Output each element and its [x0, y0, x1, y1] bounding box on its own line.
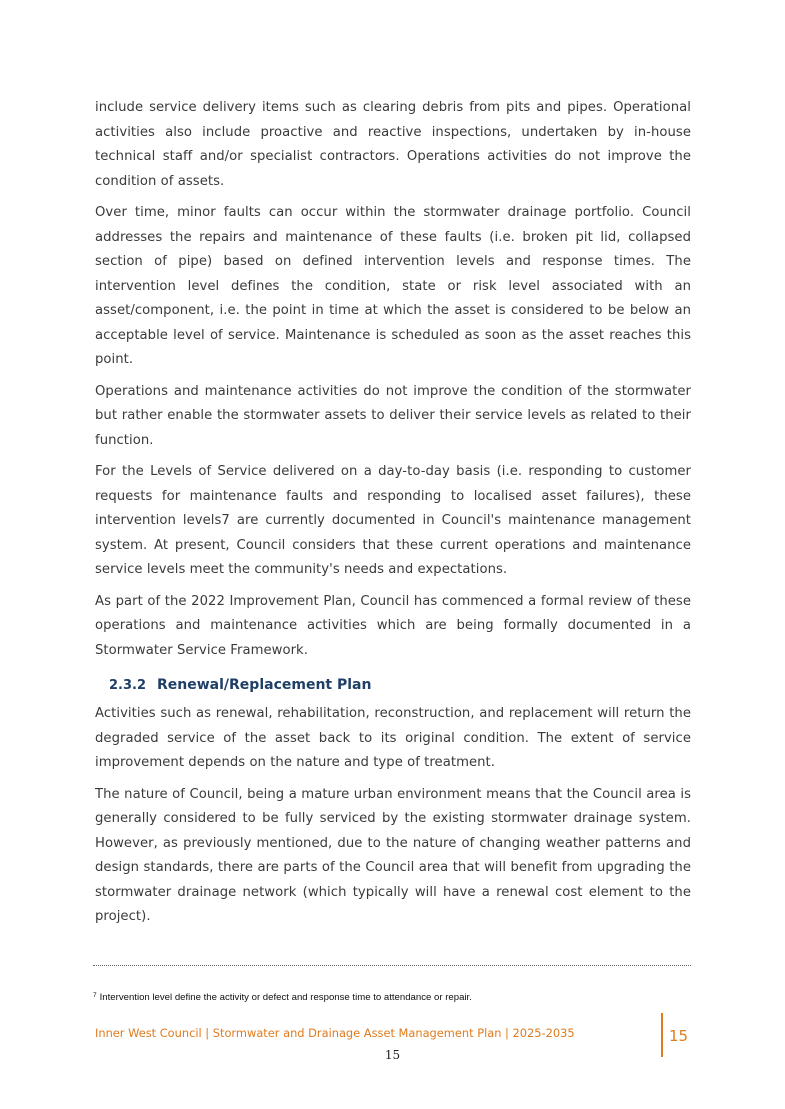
- page-number: 15: [384, 1048, 401, 1062]
- footnote-marker: 7: [93, 992, 97, 999]
- footer-page-number: 15: [669, 1027, 689, 1045]
- body-paragraph: Activities such as renewal, rehabilitation, reconstruction, and replacement will return the degraded service of the asset back to its original condition. The extent of service improvement depends on the nature and type of treatment.: [95, 706, 691, 770]
- footnote-divider: [93, 965, 691, 966]
- body-paragraph: As part of the 2022 Improvement Plan, Council has commenced a formal review of these operations and maintenance activities which are being formally documented in a Stormwater Service Framework.: [95, 593, 691, 658]
- body-paragraph: For the Levels of Service delivered on a day-to-day basis (i.e. responding to customer requests for maintenance faults and responding to localised asset failures), these intervention levels7 are currently documented in Council's maintenance management system. At present, Council considers that these current operations and maintenance service levels meet the community's needs and expectations.: [95, 464, 691, 577]
- document-body: [95, 96, 691, 937]
- section-number: 2.3.2: [109, 678, 147, 693]
- footer-title: Inner West Council | Stormwater and Drainage Asset Management Plan | 2025-2035: [95, 1026, 575, 1040]
- body-paragraph: Operations and maintenance activities do not improve the condition of the stormwater but rather enable the stormwater assets to deliver their service levels as related to their function.: [95, 383, 691, 448]
- section-title: Renewal/Replacement Plan: [157, 677, 372, 693]
- body-paragraph: The nature of Council, being a mature urban environment means that the Council area is generally considered to be fully serviced by the existing stormwater drainage system. However, as previously mentioned, due to the nature of changing weather patterns and design standards, there are parts of the Council area that will benefit from upgrading the stormwater drainage network (which typically will have a renewal cost element to the project).: [95, 786, 691, 924]
- footnote: [93, 992, 472, 1003]
- section-heading: [109, 677, 691, 693]
- body-paragraph: include service delivery items such as clearing debris from pits and pipes. Operational activities also include proactive and reactive inspections, undertaken by in-house technical staff and/or specialist contractors. Operations activities do not improve the condition of assets.: [95, 100, 691, 189]
- body-paragraph: Over time, minor faults can occur within the stormwater drainage portfolio. Council addresses the repairs and maintenance of these faults (i.e. broken pit lid, collapsed section of pipe) based on defined intervention levels and response times. The intervention level defines the condition, state or risk level associated with an asset/component, i.e. the point in time at which the asset is considered to be below an acceptable level of service. Maintenance is scheduled as soon as the asset reaches this point.: [95, 205, 691, 367]
- footnote-text: Intervention level define the activity or defect and response time to attendance or repair.: [99, 992, 472, 1003]
